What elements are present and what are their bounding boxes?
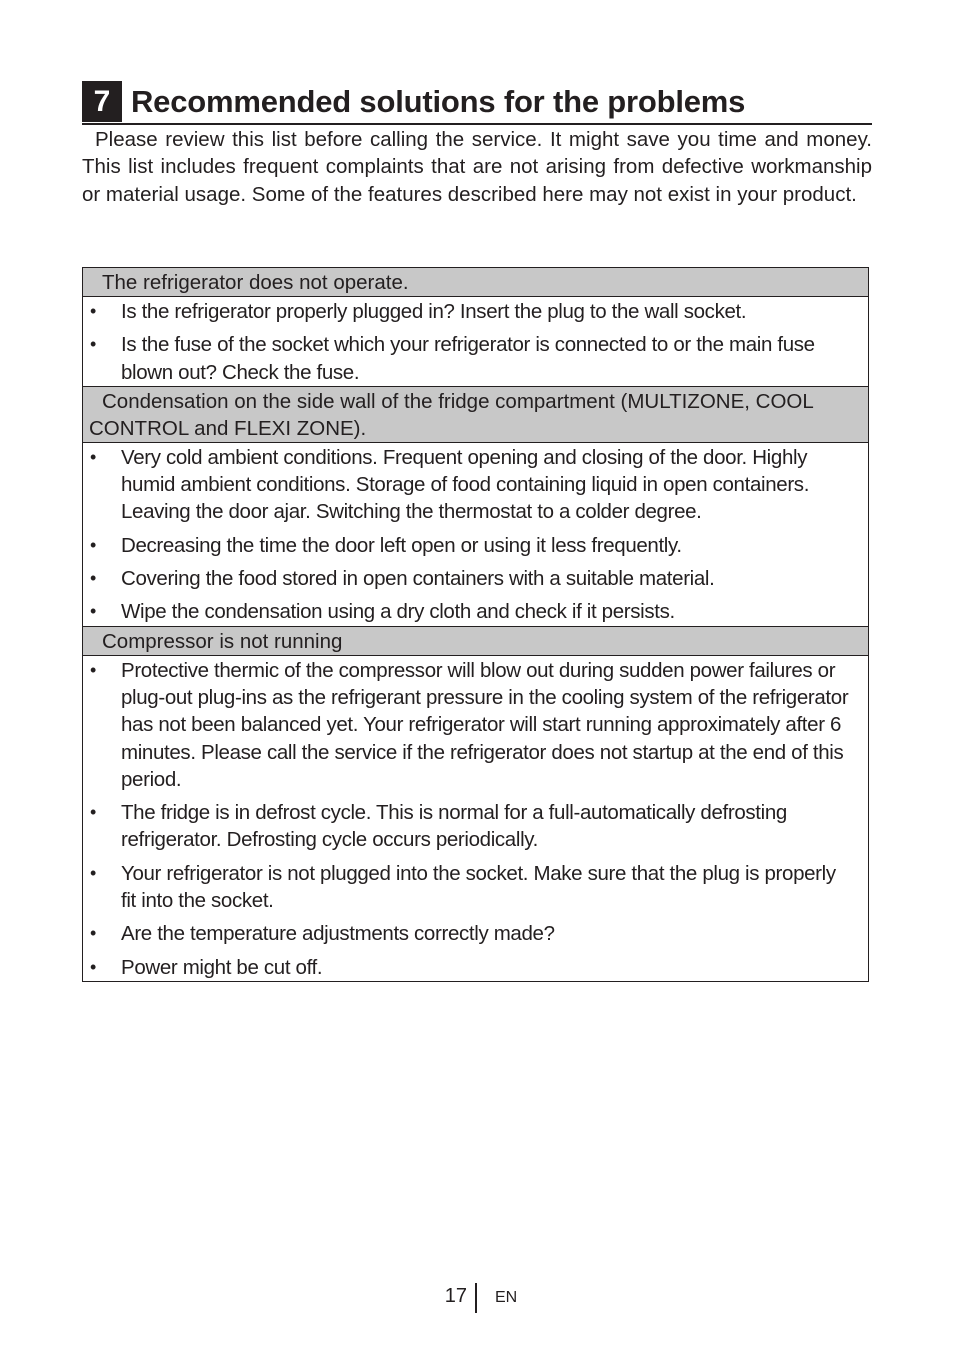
solution-item bbox=[83, 331, 868, 386]
bullet-icon: • bbox=[90, 334, 96, 355]
bullet-icon: • bbox=[90, 802, 96, 823]
solution-list bbox=[83, 297, 868, 387]
intro-paragraph: Please review this list before calling the service. It might save you time and money. This list includes frequent complaints that are not arising from defective workmanship or material usage. Some of the features described here may not exist in your product. bbox=[82, 128, 872, 206]
solution-text: Are the temperature adjustments correctly made? bbox=[121, 922, 555, 946]
solution-text: Decreasing the time the door left open or using it less frequently. bbox=[121, 533, 682, 557]
bullet-icon: • bbox=[90, 659, 96, 680]
section-heading bbox=[82, 80, 872, 125]
bullet-icon: • bbox=[90, 956, 96, 977]
troubleshooting-table bbox=[82, 267, 869, 982]
solution-item bbox=[83, 799, 868, 854]
solution-item bbox=[83, 657, 868, 793]
solution-text: Your refrigerator is not plugged into the socket. Make sure that the plug is properly fit into the socket. bbox=[121, 861, 836, 913]
bullet-icon: • bbox=[90, 568, 96, 589]
solution-text: Very cold ambient conditions. Frequent opening and closing of the door. Highly humid ambient conditions. Storage of food containing liquid in open containers. Leaving the door ajar. Switching the thermostat to a colder degree. bbox=[121, 445, 810, 524]
bullet-icon: • bbox=[90, 862, 96, 883]
page-footer bbox=[0, 1283, 954, 1315]
solution-item bbox=[83, 954, 868, 981]
bullet-icon: • bbox=[90, 923, 96, 944]
solution-item bbox=[83, 444, 868, 526]
solution-text: Wipe the condensation using a dry cloth and check if it persists. bbox=[121, 600, 675, 624]
solution-text: Power might be cut off. bbox=[121, 955, 323, 979]
solution-item bbox=[83, 298, 868, 325]
solution-item bbox=[83, 598, 868, 625]
solution-item bbox=[83, 532, 868, 559]
solution-item bbox=[83, 920, 868, 947]
section-number-badge: 7 bbox=[82, 81, 122, 122]
section-title: Recommended solutions for the problems bbox=[131, 83, 746, 119]
solution-text: Covering the food stored in open containers with a suitable material. bbox=[121, 567, 715, 591]
solution-list bbox=[83, 656, 868, 981]
solution-list bbox=[83, 443, 868, 627]
bullet-icon: • bbox=[90, 601, 96, 622]
solution-text: The fridge is in defrost cycle. This is normal for a full-automatically defrosting refrigerator. Defrosting cycle occurs periodically. bbox=[121, 801, 787, 852]
solution-text: Is the refrigerator properly plugged in? Insert the plug to the wall socket. bbox=[121, 300, 747, 323]
solution-item bbox=[83, 860, 868, 915]
bullet-icon: • bbox=[90, 534, 96, 555]
page-number: 17 bbox=[444, 1285, 467, 1307]
language-code: EN bbox=[495, 1289, 518, 1306]
solution-text: Is the fuse of the socket which your refrigerator is connected to or the main fuse blown out? Check the fuse. bbox=[121, 333, 815, 384]
problem-header: Compressor is not running bbox=[83, 627, 868, 656]
bullet-icon: • bbox=[90, 446, 96, 467]
problem-header: The refrigerator does not operate. bbox=[83, 268, 868, 297]
bullet-icon: • bbox=[90, 301, 96, 321]
solution-text: Protective thermic of the compressor will blow out during sudden power failures or plug-out plug-ins as the refrigerant pressure in the cooling system of the refrigerator has not been balanced yet. Your refrigerator will start running approximately after 6 minutes. Please call the service if the refrigerator does not startup at the end of this period. bbox=[121, 658, 849, 791]
problem-header: Condensation on the side wall of the fridge compartment (MULTIZONE, COOL CONTROL and FLEXI ZONE). bbox=[83, 387, 868, 443]
solution-item bbox=[83, 565, 868, 592]
footer-divider bbox=[475, 1283, 477, 1313]
